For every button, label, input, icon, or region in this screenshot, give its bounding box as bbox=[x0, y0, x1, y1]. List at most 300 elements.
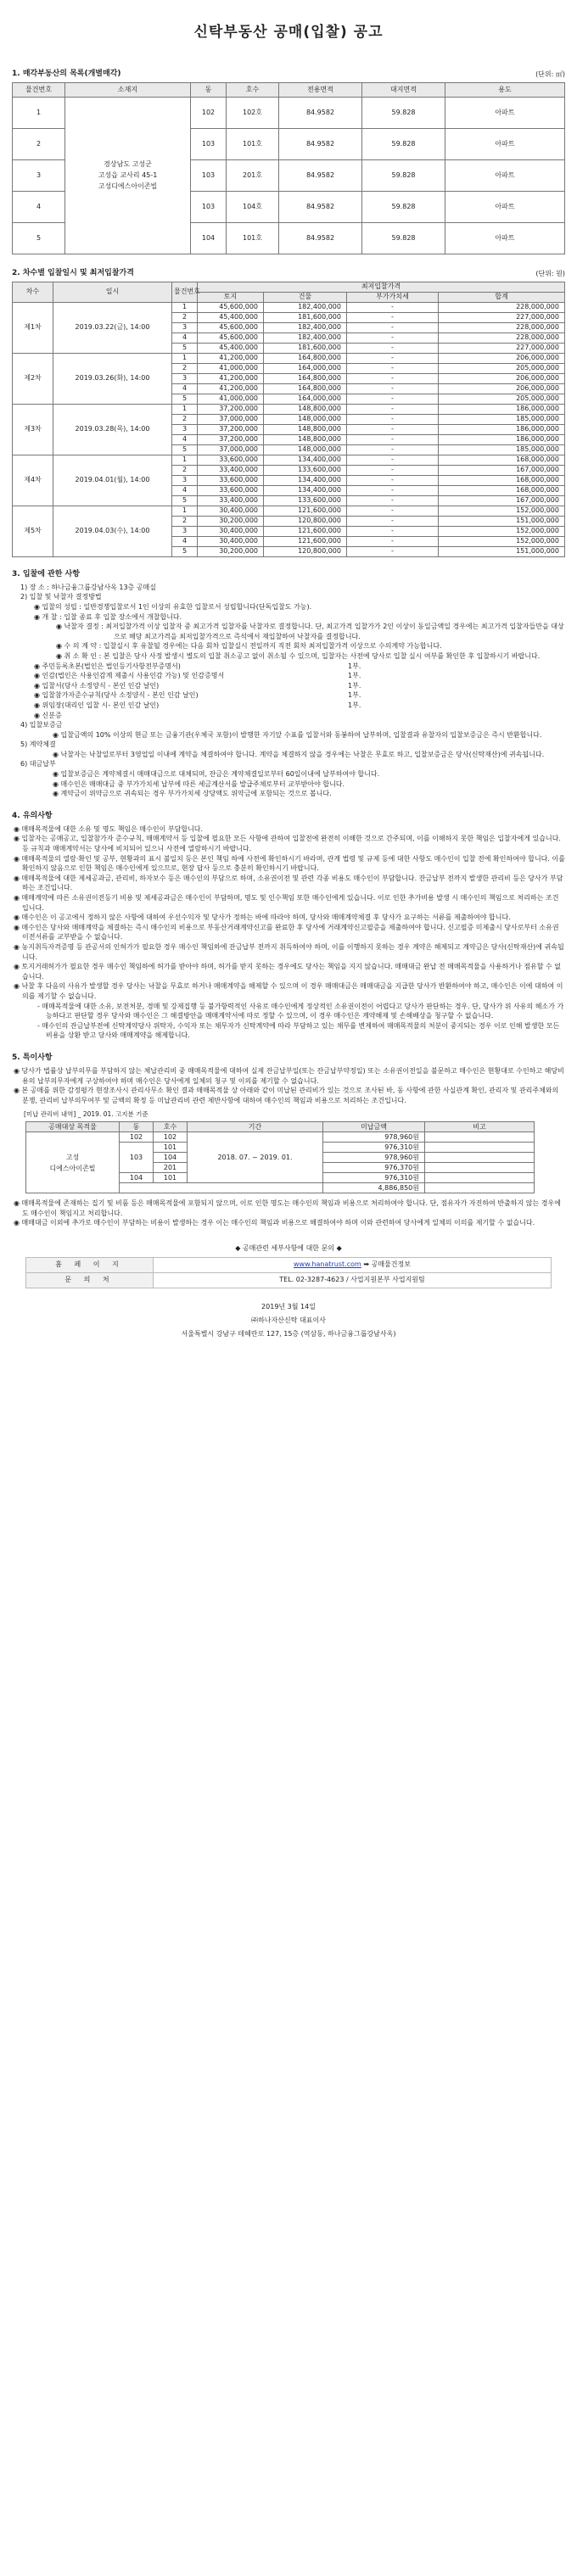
unit-no: 104호 bbox=[227, 191, 279, 222]
building-price: 120,800,000 bbox=[264, 516, 347, 526]
building-price: 121,600,000 bbox=[264, 506, 347, 516]
total-price: 206,000,000 bbox=[439, 383, 565, 394]
winner-decision: ◉ 낙찰자 결정 : 최저입찰가격 이상 입찰자 중 최고가격 입찰자를 낙찰자로 결정합니다. 단, 최고가격 입찰가가 2인 이상이 동일금액일 경우에는 최고가격 입찰자들만을 대상으로 해당 최고가격을 최저입찰가격으로 즉석에서 재입찰하여 낙찰자를 결정합니다. bbox=[56, 623, 564, 640]
building-price: 182,400,000 bbox=[264, 302, 347, 312]
item-no: 3 bbox=[13, 159, 65, 191]
item-no: 5 bbox=[172, 394, 198, 404]
building: 102 bbox=[191, 97, 227, 128]
section-3-body bbox=[12, 583, 565, 799]
total-price: 186,000,000 bbox=[439, 404, 565, 414]
vat: - bbox=[347, 424, 439, 434]
remark bbox=[425, 1183, 535, 1193]
land-price: 41,200,000 bbox=[198, 383, 264, 394]
exclusive-area: 84.9582 bbox=[279, 222, 362, 254]
complex-line: 디에스아이존빌 bbox=[49, 1164, 96, 1172]
item-no: 4 bbox=[172, 536, 198, 546]
vat: - bbox=[347, 404, 439, 414]
land-price: 37,000,000 bbox=[198, 444, 264, 455]
id-card-line: ◉ 신분증 bbox=[34, 711, 62, 719]
vat: - bbox=[347, 546, 439, 556]
land-price: 33,600,000 bbox=[198, 475, 264, 485]
item-no: 3 bbox=[172, 373, 198, 383]
building-price: 121,600,000 bbox=[264, 526, 347, 536]
location-line: 고성디에스아이존빌 bbox=[98, 182, 158, 191]
unit-no: 101호 bbox=[227, 222, 279, 254]
item-no: 4 bbox=[172, 383, 198, 394]
item-no: 2 bbox=[172, 465, 198, 475]
col-header: 토지 bbox=[198, 292, 264, 302]
usage: 아파트 bbox=[445, 191, 565, 222]
total-price: 167,000,000 bbox=[439, 465, 565, 475]
exclusive-area: 84.9582 bbox=[279, 128, 362, 159]
unit-no: 102호 bbox=[227, 97, 279, 128]
land-price: 45,600,000 bbox=[198, 332, 264, 343]
table-row bbox=[13, 353, 565, 363]
payment-desc-2: ◉ 매수인은 매매대금 중 부가가치세 납부에 따른 세금계산서를 발급주체로부터 교부받아야 합니다. bbox=[53, 780, 345, 788]
land-price: 37,000,000 bbox=[198, 414, 264, 424]
vat: - bbox=[347, 516, 439, 526]
contact-box bbox=[25, 1243, 552, 1288]
land-price: 45,400,000 bbox=[198, 312, 264, 322]
item-no: 2 bbox=[13, 128, 65, 159]
total-price: 228,000,000 bbox=[439, 332, 565, 343]
table-header-row bbox=[13, 82, 565, 97]
building: 103 bbox=[120, 1143, 154, 1173]
vat: - bbox=[347, 394, 439, 404]
building-price: 164,800,000 bbox=[264, 383, 347, 394]
unpaid-amount: 976,310원 bbox=[323, 1143, 425, 1153]
item-no: 4 bbox=[13, 191, 65, 222]
table-header-row bbox=[13, 282, 565, 292]
contact-table bbox=[25, 1257, 552, 1288]
bullet-item: ◉ 낙찰 후 다음의 사유가 발생할 경우 당사는 낙찰을 무효로 하거나 매매계약을 해제할 수 있으며 이 경우 매매대금은 매매대금을 지급한 당사가 반환하여야 하고, 매수인은 이에 대하여 이의를 제기할 수 없습니다. bbox=[14, 982, 563, 1000]
item-no: 3 bbox=[172, 322, 198, 332]
land-price: 30,400,000 bbox=[198, 506, 264, 516]
building: 103 bbox=[191, 159, 227, 191]
col-header: 비고 bbox=[425, 1122, 535, 1132]
required-doc-item bbox=[12, 671, 565, 681]
total-price: 185,000,000 bbox=[439, 414, 565, 424]
section-1-heading: 1. 매각부동산의 목록(개별매각) bbox=[12, 69, 121, 78]
land-area: 59.828 bbox=[362, 191, 445, 222]
col-header: 호수 bbox=[154, 1122, 188, 1132]
required-docs-list bbox=[12, 662, 565, 711]
land-price: 33,400,000 bbox=[198, 465, 264, 475]
item-no: 3 bbox=[172, 424, 198, 434]
item-no: 4 bbox=[172, 485, 198, 495]
item-no: 5 bbox=[172, 343, 198, 353]
unpaid-amount: 978,960원 bbox=[323, 1153, 425, 1163]
land-price: 41,200,000 bbox=[198, 353, 264, 363]
exclusive-area: 84.9582 bbox=[279, 97, 362, 128]
building-price: 134,400,000 bbox=[264, 455, 347, 465]
unpaid-dues-table bbox=[25, 1121, 535, 1193]
land-area: 59.828 bbox=[362, 128, 445, 159]
building-price: 164,800,000 bbox=[264, 353, 347, 363]
land-price: 37,200,000 bbox=[198, 404, 264, 414]
complex-line: 고성 bbox=[65, 1153, 80, 1161]
total-price: 228,000,000 bbox=[439, 302, 565, 312]
item-no: 2 bbox=[172, 363, 198, 373]
item-no: 1 bbox=[172, 353, 198, 363]
required-doc-count: 1부. bbox=[348, 701, 361, 709]
building: 103 bbox=[191, 128, 227, 159]
required-doc-count: 1부. bbox=[348, 681, 361, 690]
land-price: 30,400,000 bbox=[198, 536, 264, 546]
usage: 아파트 bbox=[445, 222, 565, 254]
col-header: 소재지 bbox=[65, 82, 191, 97]
vat: - bbox=[347, 465, 439, 475]
unpaid-amount: 978,960원 bbox=[323, 1132, 425, 1143]
round-cell: 제1차 bbox=[13, 302, 53, 353]
total-price: 186,000,000 bbox=[439, 424, 565, 434]
required-doc-count: 1부. bbox=[348, 662, 361, 670]
col-header: 공매대상 목적물 bbox=[26, 1122, 120, 1132]
total-price: 227,000,000 bbox=[439, 312, 565, 322]
building-price: 148,000,000 bbox=[264, 444, 347, 455]
total-price: 151,000,000 bbox=[439, 546, 565, 556]
item-no: 1 bbox=[172, 455, 198, 465]
bid-opening: ◉ 개 찰 : 입찰 종료 후 입찰 장소에서 개찰합니다. bbox=[34, 612, 182, 621]
land-price: 45,600,000 bbox=[198, 302, 264, 312]
special-list-2 bbox=[12, 1199, 565, 1228]
date-cell: 2019.03.26(화), 14:00 bbox=[53, 353, 172, 404]
caution-list bbox=[12, 824, 565, 1041]
contract-title: 5) 계약체결 bbox=[20, 740, 56, 749]
col-header: 용도 bbox=[445, 82, 565, 97]
land-price: 30,200,000 bbox=[198, 546, 264, 556]
bullet-item: ◉ 매수인은 당사와 매매계약을 체결하는 즉시 매수인의 비용으로 부동산거래계약신고를 완료한 후 당사에 거래계약신고필증을 제출하여야 합니다. 신고필증 미제출시 당사로부터 소유권이전서류를 교부받을 수 없습니다. bbox=[14, 923, 559, 942]
complex-cell bbox=[26, 1132, 120, 1193]
building-price: 134,400,000 bbox=[264, 485, 347, 495]
required-doc-name: ◉ 입찰서(당사 소정양식 - 본인 인감 날인) bbox=[34, 681, 160, 690]
building-price: 121,600,000 bbox=[264, 536, 347, 546]
section-5-header bbox=[12, 1053, 565, 1064]
total-price: 227,000,000 bbox=[439, 343, 565, 353]
contact-row bbox=[26, 1257, 552, 1272]
bid-schedule-table bbox=[12, 282, 565, 557]
vat: - bbox=[347, 536, 439, 546]
remark bbox=[425, 1153, 535, 1163]
required-doc-count: 1부. bbox=[348, 672, 361, 680]
land-price: 30,400,000 bbox=[198, 526, 264, 536]
unit-no: 101 bbox=[154, 1173, 188, 1183]
payment-title: 6) 대금납부 bbox=[20, 760, 56, 768]
date-cell: 2019.03.22(금), 14:00 bbox=[53, 302, 172, 353]
required-doc-name: ◉ 입찰참가자준수규칙(당사 소정양식 - 본인 인감 날인) bbox=[34, 691, 199, 700]
rounds-body bbox=[13, 302, 565, 556]
col-header: 차수 bbox=[13, 282, 53, 302]
location-line: 고성읍 교사리 45-1 bbox=[98, 171, 158, 180]
property-list-table bbox=[12, 82, 565, 254]
building: 102 bbox=[120, 1132, 154, 1143]
required-doc-name: ◉ 주민등록초본(법인은 법인등기사항전부증명서) bbox=[34, 662, 181, 670]
total-price: 168,000,000 bbox=[439, 485, 565, 495]
table-header-row bbox=[26, 1122, 535, 1132]
total-price: 152,000,000 bbox=[439, 536, 565, 546]
round-cell: 제3차 bbox=[13, 404, 53, 455]
table-row bbox=[13, 97, 565, 128]
date-cell: 2019.04.03(수), 14:00 bbox=[53, 506, 172, 556]
section-3-header bbox=[12, 569, 565, 580]
building-price: 182,400,000 bbox=[264, 332, 347, 343]
page-title: 신탁부동산 공매(입찰) 공고 bbox=[193, 24, 384, 41]
required-doc-item bbox=[12, 701, 565, 711]
unit-no: 101호 bbox=[227, 128, 279, 159]
building-price: 164,800,000 bbox=[264, 373, 347, 383]
item-no: 1 bbox=[172, 302, 198, 312]
table-row bbox=[13, 302, 565, 312]
total-price: 167,000,000 bbox=[439, 495, 565, 506]
required-doc-item bbox=[12, 681, 565, 691]
land-price: 33,600,000 bbox=[198, 485, 264, 495]
land-price: 37,200,000 bbox=[198, 424, 264, 434]
total-price: 205,000,000 bbox=[439, 363, 565, 373]
item-no: 1 bbox=[172, 506, 198, 516]
bullet-item: ◉ 매매계약에 따른 소유권이전등기 비용 및 제세공과금은 매수인이 부담하며, 명도 및 인수책임 또한 매수인에게 있습니다. 이로 인한 추가비용 발생 시 매수인의 책임으로 처리하는 조건입니다. bbox=[14, 894, 559, 912]
col-header: 동 bbox=[120, 1122, 154, 1132]
total-price: 151,000,000 bbox=[439, 516, 565, 526]
location-cell bbox=[65, 97, 191, 254]
section-2-heading: 2. 차수별 입찰일시 및 최저입찰가격 bbox=[12, 268, 134, 277]
contact-title: ◆ 공매관련 세부사항에 대한 문의 ◆ bbox=[235, 1244, 342, 1253]
section-1-unit: (단위: ㎡) bbox=[535, 70, 565, 79]
col-header: 합계 bbox=[439, 292, 565, 302]
remark bbox=[425, 1132, 535, 1143]
building-price: 181,600,000 bbox=[264, 312, 347, 322]
bid-validity: ◉ 입찰의 성립 : 일반경쟁입찰로서 1인 이상의 유효한 입찰로서 성립합니다(단독입찰도 가능). bbox=[34, 602, 312, 611]
land-price: 41,000,000 bbox=[198, 363, 264, 373]
vat: - bbox=[347, 526, 439, 536]
remark bbox=[425, 1143, 535, 1153]
vat: - bbox=[347, 343, 439, 353]
bullet-item: ◉ 매매목적물에 대한 소유 및 명도 책임은 매수인이 부담합니다. bbox=[14, 824, 204, 833]
building-price: 133,600,000 bbox=[264, 495, 347, 506]
col-header: 일시 bbox=[53, 282, 172, 302]
vat: - bbox=[347, 414, 439, 424]
land-price: 33,400,000 bbox=[198, 495, 264, 506]
land-price: 45,400,000 bbox=[198, 343, 264, 353]
building-price: 148,800,000 bbox=[264, 404, 347, 414]
land-area: 59.828 bbox=[362, 159, 445, 191]
building-price: 133,600,000 bbox=[264, 465, 347, 475]
table-row bbox=[13, 404, 565, 414]
unit-no: 201 bbox=[154, 1163, 188, 1173]
col-header: 동 bbox=[191, 82, 227, 97]
building-price: 148,000,000 bbox=[264, 414, 347, 424]
total-price: 206,000,000 bbox=[439, 373, 565, 383]
total-price: 168,000,000 bbox=[439, 475, 565, 485]
bullet-item: ◉ 매매목적물의 열람·확인 및 공부, 현황과의 표시 불일치 등은 본인 책임 하에 사전에 확인하시기 바라며, 관계 법령 및 규제 등에 대한 사항도 매수인이 입찰 전에 확인하여야 합니다. 이를 확인하지 않음으로 인한 책임은 매수인에게 있으므로, 현장 답사 등으로 충분히 확인하시기 바랍니다. bbox=[14, 854, 565, 873]
method-title: 2) 입찰 및 낙찰자 결정방법 bbox=[20, 593, 102, 601]
deposit-desc: ◉ 입찰금액의 10% 이상의 현금 또는 금융기관(우체국 포함)이 발행한 자기앞 수표를 입찰서와 동봉하여 납부하며, 입찰결과 유찰자의 입찰보증금은 즉시 반환합니다. bbox=[53, 730, 542, 739]
homepage-link[interactable]: www.hanatrust.com bbox=[294, 1260, 361, 1269]
land-price: 45,600,000 bbox=[198, 322, 264, 332]
round-cell: 제5차 bbox=[13, 506, 53, 556]
building: 103 bbox=[191, 191, 227, 222]
inquiry-value: TEL. 02-3287-4623 / 사업지원본부 사업지원팀 bbox=[154, 1272, 552, 1288]
col-header: 전용면적 bbox=[279, 82, 362, 97]
total-price: 152,000,000 bbox=[439, 506, 565, 516]
col-header: 물건번호 bbox=[13, 82, 65, 97]
cancel-check: ◉ 취 소 확 인 : 본 입찰은 당사 사정 발생시 별도의 입찰 취소공고 없이 취소될 수 있으며, 입찰자는 사전에 당사로 입찰 실시 여부를 확인한 후 입찰하시기 바랍니다. bbox=[56, 651, 541, 660]
col-header: 물건번호 bbox=[172, 282, 198, 302]
col-header: 대지면적 bbox=[362, 82, 445, 97]
vat: - bbox=[347, 353, 439, 363]
table-row bbox=[13, 506, 565, 516]
item-no: 5 bbox=[172, 444, 198, 455]
inquiry-label: 문 의 처 bbox=[26, 1272, 154, 1288]
col-header: 부가가치세 bbox=[347, 292, 439, 302]
total-price: 186,000,000 bbox=[439, 434, 565, 444]
building-price: 164,000,000 bbox=[264, 363, 347, 373]
bullet-item: - 매매목적물에 대한 소유, 보전처분, 경매 및 강제집행 등 불가항력적인 사유로 매수인에게 정상적인 소유권이전이 어렵다고 당사가 판단하는 경우. 단, 당사가 위 사유의 해소가 가능하다고 판단할 경우 당사와 매수인은 그 해결방안을 매매계약서에 따로 정할 수 있으며, 이 경우 매수인은 계약해제 및 손해배상을 청구할 수 없습니다. bbox=[37, 1002, 564, 1020]
total-amount: 4,886,850원 bbox=[323, 1183, 425, 1193]
vat: - bbox=[347, 434, 439, 444]
bullet-item: ◉ 매매목적물에 존재하는 집기 및 비품 등은 매매목적물에 포함되지 않으며, 이로 인한 명도는 매수인의 책임과 비용으로 처리하여야 합니다. 단, 점유자가 자진하여 반출하지 않는 경우에도 매수인이 책임지고 처리합니다. bbox=[14, 1199, 561, 1217]
contract-desc: ◉ 낙찰자는 낙찰일로부터 3영업일 이내에 계약을 체결하여야 합니다. 계약을 체결하지 않을 경우에는 낙찰은 무효로 하고, 입찰보증금은 당사(신탁재산)에 귀속됩니다. bbox=[53, 750, 545, 758]
required-doc-item bbox=[12, 662, 565, 672]
exclusive-area: 84.9582 bbox=[279, 191, 362, 222]
item-no: 5 bbox=[172, 495, 198, 506]
section-3-heading: 3. 입찰에 관한 사항 bbox=[12, 569, 80, 578]
vat: - bbox=[347, 455, 439, 465]
exclusive-area: 84.9582 bbox=[279, 159, 362, 191]
item-no: 2 bbox=[172, 414, 198, 424]
unit-no: 104 bbox=[154, 1153, 188, 1163]
footer-address: 서울특별시 강남구 테헤란로 127, 15층 (역삼동, 하나금융그룹강남사옥) bbox=[181, 1329, 396, 1338]
total-price: 206,000,000 bbox=[439, 353, 565, 363]
building: 104 bbox=[120, 1173, 154, 1183]
dues-table-note: [미납 관리비 내역] _ 2019. 01. 고지분 기준 bbox=[24, 1110, 148, 1119]
bullet-item: ◉ 본 공매를 위한 감정평가 현장조사시 관리사무소 확인 결과 매매목적물 상 아래와 같이 미납된 관리비가 있는 것으로 조사된 바, 동 사항에 관한 사실관계 확인, 관리자 및 관리주체와의 분쟁, 관리비 납부의무여부 및 금액의 확정 등 미납관리비 관련 제반사항에 대하여 매수인의 책임과 비용으로 처리하는 조건입니다. bbox=[14, 1087, 559, 1104]
item-no: 2 bbox=[172, 312, 198, 322]
bullet-item: ◉ 매매목적물에 대한 제세공과금, 관리비, 하자보수 등은 매수인의 부담으로 하며, 소유권이전 및 관련 각종 비용도 매수인이 부담합니다. 잔금납부 전까지 발생한 관리비 등은 당사가 부담하는 조건입니다. bbox=[14, 874, 563, 892]
section-5-heading: 5. 특이사항 bbox=[12, 1053, 53, 1062]
total-price: 185,000,000 bbox=[439, 444, 565, 455]
building-price: 148,800,000 bbox=[264, 434, 347, 444]
table-row bbox=[13, 455, 565, 465]
item-no: 5 bbox=[172, 546, 198, 556]
section-1-header bbox=[12, 69, 565, 80]
table-row bbox=[26, 1132, 535, 1143]
homepage-label: 홈 페 이 지 bbox=[26, 1257, 154, 1272]
unit-no: 101 bbox=[154, 1143, 188, 1153]
homepage-arrow-text: ➡ 공매물건정보 bbox=[363, 1260, 411, 1269]
payment-desc-3: ◉ 계약금이 위약금으로 귀속되는 경우 부가가치세 상당액도 위약금에 포함되는 것으로 봅니다. bbox=[53, 790, 332, 798]
vat: - bbox=[347, 312, 439, 322]
land-price: 33,600,000 bbox=[198, 455, 264, 465]
building-price: 148,800,000 bbox=[264, 424, 347, 434]
location-line: 경상남도 고성군 bbox=[104, 160, 152, 169]
usage: 아파트 bbox=[445, 97, 565, 128]
required-doc-name: ◉ 인감(법인은 사용인감계 제출시 사용인감 가능) 및 인감증명서 bbox=[34, 672, 225, 680]
land-area: 59.828 bbox=[362, 97, 445, 128]
footer-date: 2019년 3월 14일 bbox=[261, 1302, 316, 1310]
footer-company: ㈜하나자산신탁 대표이사 bbox=[251, 1316, 326, 1324]
building-price: 181,600,000 bbox=[264, 343, 347, 353]
item-no: 4 bbox=[172, 332, 198, 343]
remark bbox=[425, 1173, 535, 1183]
bullet-item: ◉ 매매대금 이외에 추가로 매수인이 부담하는 비용이 발생하는 경우 이는 매수인의 책임과 비용으로 해결하여야 하며 이와 관련하여 당사에게 일체의 이의를 제기할 수 없습니다. bbox=[14, 1219, 535, 1227]
item-no: 3 bbox=[172, 526, 198, 536]
date-cell: 2019.04.01(월), 14:00 bbox=[53, 455, 172, 506]
unit-no: 102 bbox=[154, 1132, 188, 1143]
vat: - bbox=[347, 373, 439, 383]
col-header: 건물 bbox=[264, 292, 347, 302]
unpaid-amount: 976,370원 bbox=[323, 1163, 425, 1173]
building-price: 164,000,000 bbox=[264, 394, 347, 404]
total-label-cell bbox=[120, 1183, 323, 1193]
item-no: 4 bbox=[172, 434, 198, 444]
building-price: 182,400,000 bbox=[264, 322, 347, 332]
col-header: 호수 bbox=[227, 82, 279, 97]
contact-row bbox=[26, 1272, 552, 1288]
place-line: 1) 장 소 : 하나금융그룹강남사옥 13층 공매실 bbox=[20, 583, 156, 591]
item-no: 1 bbox=[172, 404, 198, 414]
bullet-item: ◉ 농지취득자격증명 등 관공서의 인허가가 필요한 경우 매수인 책임하에 잔금납부 전까지 취득하여야 하며, 이를 이행하지 못하는 경우 계약은 해제되고 계약금은 당사(신탁재산)에 귀속됩니다. bbox=[14, 943, 564, 961]
required-doc-count: 1부. bbox=[348, 691, 361, 700]
vat: - bbox=[347, 302, 439, 312]
unpaid-amount: 976,310원 bbox=[323, 1173, 425, 1183]
vat: - bbox=[347, 444, 439, 455]
land-price: 37,200,000 bbox=[198, 434, 264, 444]
section-2-unit: (단위: 원) bbox=[535, 270, 565, 278]
total-price: 205,000,000 bbox=[439, 394, 565, 404]
item-no: 1 bbox=[13, 97, 65, 128]
item-no: 2 bbox=[172, 516, 198, 526]
payment-desc-1: ◉ 입찰보증금은 계약체결시 매매대금으로 대체되며, 잔금은 계약체결일로부터 60일이내에 납부하여야 합니다. bbox=[53, 770, 380, 779]
remark bbox=[425, 1163, 535, 1173]
vat: - bbox=[347, 495, 439, 506]
special-list bbox=[12, 1066, 565, 1105]
land-price: 30,200,000 bbox=[198, 516, 264, 526]
building-price: 134,400,000 bbox=[264, 475, 347, 485]
bullet-item: ◉ 입찰자는 공매공고, 입찰참가자 준수규칙, 매매계약서 등 입찰에 필요한 모든 사항에 관하여 입찰전에 완전히 이해한 것으로 간주되며, 이를 이해하지 못한 책임은 입찰자에게 있습니다. 등 규칙과 매매계약서는 당사에 비치되어 있으니 사전에 열람하시기 바랍니다. bbox=[14, 835, 561, 853]
vat: - bbox=[347, 363, 439, 373]
land-price: 41,200,000 bbox=[198, 373, 264, 383]
required-doc-item bbox=[12, 690, 565, 701]
vat: - bbox=[347, 322, 439, 332]
section-2-header bbox=[12, 268, 565, 279]
item-no: 5 bbox=[13, 222, 65, 254]
building: 104 bbox=[191, 222, 227, 254]
col-header: 기간 bbox=[188, 1122, 323, 1132]
land-price: 41,000,000 bbox=[198, 394, 264, 404]
homepage-cell bbox=[154, 1257, 552, 1272]
vat: - bbox=[347, 485, 439, 495]
bullet-item: ◉ 당사가 법률상 납부의무를 부담하지 않는 체납관리비 중 매매목적물에 대하여 실제 잔금납부일(또는 잔금납부약정일) 또는 소유권이전일을 불문하고 매수인은 현황대로 수인하고 해당비용의 납부의무자에게 구상하여야 하며 매수인은 당사에게 일체의 청구 및 이의를 제기할 수 없습니다. bbox=[14, 1067, 564, 1085]
total-price: 228,000,000 bbox=[439, 322, 565, 332]
bullet-item: ◉ 매수인은 이 공고에서 정하지 않은 사항에 대하여 우선수익자 및 당사가 정하는 바에 따라야 하며, 당사와 매매계약체결 후 당사가 요구하는 서류를 제출하여야 합니다. bbox=[14, 914, 511, 922]
required-doc-name: ◉ 위임장(대리인 입찰 시- 본인 인감 날인) bbox=[34, 701, 160, 709]
item-no: 3 bbox=[172, 475, 198, 485]
footer bbox=[12, 1300, 565, 1341]
vat: - bbox=[347, 475, 439, 485]
total-price: 152,000,000 bbox=[439, 526, 565, 536]
bullet-item: ◉ 토지거래허가가 필요한 경우 매수인 책임하에 허가를 받아야 하며, 허가를 받지 못하는 경우에도 당사는 책임을 지지 않습니다. 매매대금 완납 전 매매목적물을 사용하거나 점유할 수 없습니다. bbox=[14, 963, 561, 981]
round-cell: 제4차 bbox=[13, 455, 53, 506]
section-4-header bbox=[12, 811, 565, 822]
vat: - bbox=[347, 332, 439, 343]
section-4-heading: 4. 유의사항 bbox=[12, 811, 53, 820]
unit-no: 201호 bbox=[227, 159, 279, 191]
usage: 아파트 bbox=[445, 159, 565, 191]
vat: - bbox=[347, 506, 439, 516]
land-area: 59.828 bbox=[362, 222, 445, 254]
date-cell: 2019.03.28(목), 14:00 bbox=[53, 404, 172, 455]
period-cell: 2018. 07. ~ 2019. 01. bbox=[188, 1132, 323, 1183]
